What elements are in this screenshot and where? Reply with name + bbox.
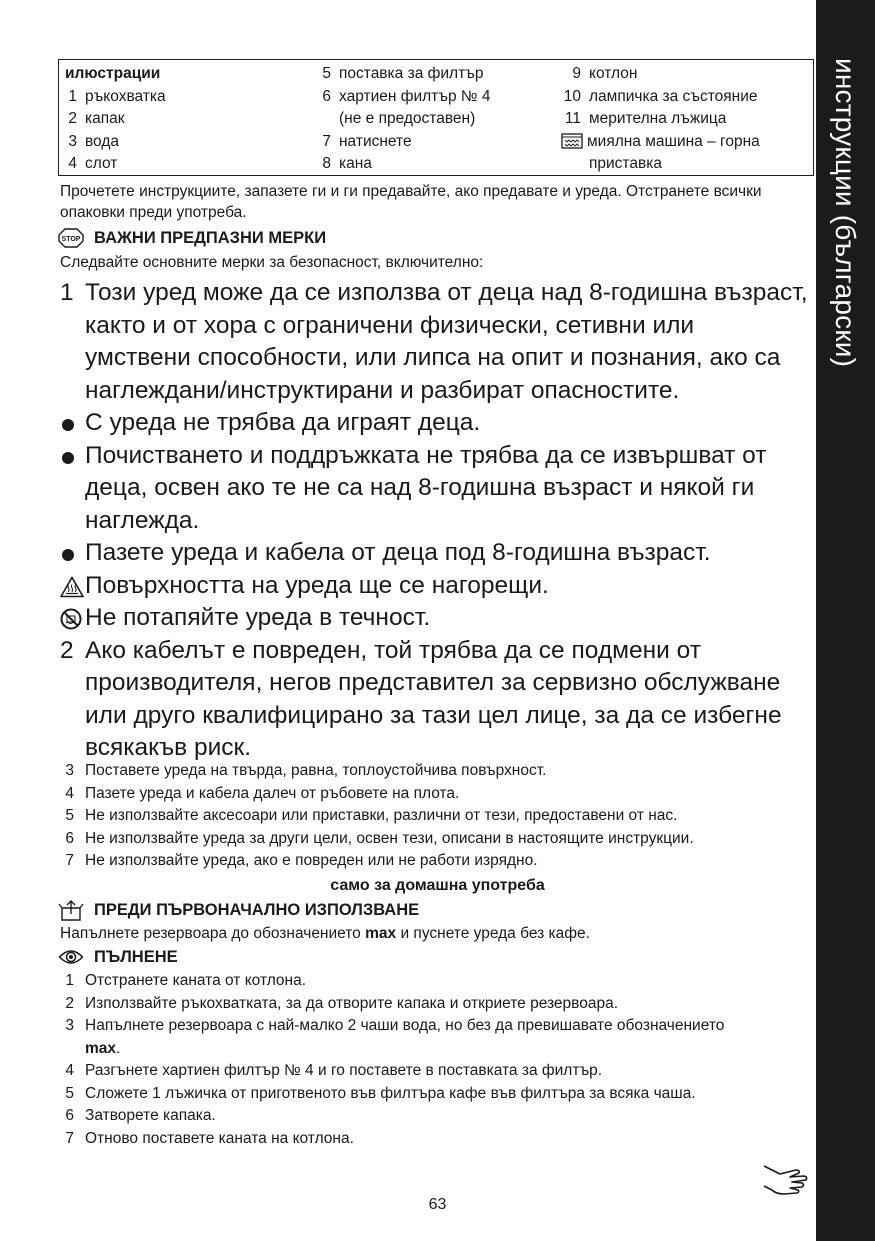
legend-item: 1 ръкохватка <box>68 87 166 105</box>
legend-item: 2 капак <box>68 110 125 127</box>
legend-item: 8 кана <box>322 155 372 172</box>
legend-item: 4 слот <box>68 155 118 172</box>
stop-icon <box>58 228 84 248</box>
legend-item: 9 котлон <box>572 65 638 82</box>
bullet-icon <box>62 419 74 431</box>
legend-item: 10 лампичка за състояние <box>563 87 758 105</box>
legend-item: 5 поставка за филтър <box>322 65 484 82</box>
illustrations-col-1 <box>65 63 166 176</box>
illustrations-col-3 <box>561 63 760 176</box>
svg-text:STOP: STOP <box>61 236 81 244</box>
illustrations-col-2 <box>311 63 490 176</box>
side-title: инструкции (български) <box>830 58 861 368</box>
bullet-icon <box>62 452 74 464</box>
safety-subtitle: Следвайте основните мерки за безопасност, включително: <box>60 254 484 271</box>
eye-icon <box>58 948 84 966</box>
turn-page-hand-icon <box>762 1160 812 1200</box>
filling-heading: ПЪЛНЕНЕ <box>58 946 178 968</box>
legend-item: 7 натиснете <box>322 132 412 150</box>
legend-item: миялна машина – горна <box>561 131 760 154</box>
first-use-heading: ПРЕДИ ПЪРВОНАЧАЛНО ИЗПОЛЗВАНЕ <box>58 899 419 921</box>
safety-heading: STOP ВАЖНИ ПРЕДПАЗНИ МЕРКИ <box>58 227 326 249</box>
legend-item: (не е предоставен) <box>339 110 476 127</box>
legend-item: 3 вода <box>68 132 120 150</box>
bullet-icon <box>62 549 74 561</box>
no-immerse-icon <box>60 608 82 630</box>
illustrations-heading: илюстрации <box>65 65 161 82</box>
home-use-notice: само за домашна употреба <box>330 877 545 894</box>
legend-item: 6 хартиен филтър № 4 <box>322 87 491 105</box>
illustrations-box <box>58 59 814 176</box>
intro-text: Прочетете инструкциите, запазете ги и ги предавайте, ако предавате и уреда. Отстранете всички опаковки преди употреба. <box>60 183 762 221</box>
legend-item: приставка <box>589 155 662 172</box>
page-number: 63 <box>428 1196 447 1213</box>
unpack-box-icon <box>58 899 84 921</box>
hot-surface-icon <box>60 576 84 598</box>
legend-item: 11 мерителна лъжица <box>564 110 727 127</box>
dishwasher-icon <box>561 133 583 149</box>
first-use-text: Напълнете резервоара до обозначението max и пуснете уреда без кафе. <box>60 925 590 942</box>
